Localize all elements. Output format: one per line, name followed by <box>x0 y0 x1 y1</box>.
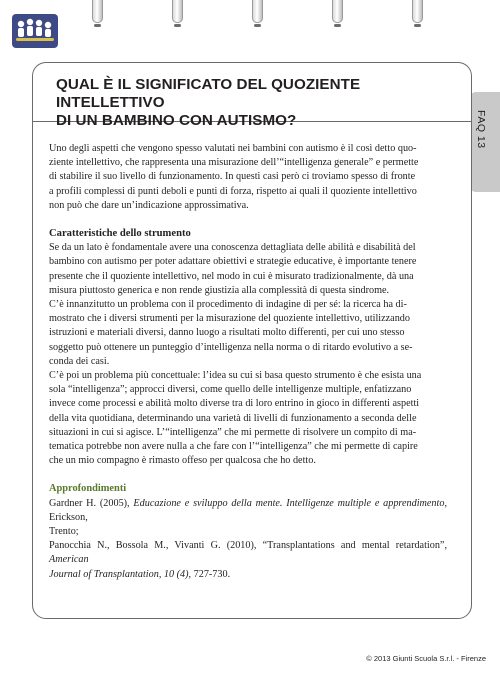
text-line: sola “intelligenza”; approcci diversi, come quello delle intelligenze multiple, enfatizzano <box>49 384 412 396</box>
title-line: DI UN BAMBINO CON AUTISMO? <box>56 112 297 129</box>
text-line: della vita quotidiana, determinando una varietà di livelli di funzionamento a seconda delle <box>49 412 417 424</box>
ref-text: , Erickson, <box>49 497 447 523</box>
binder-ring <box>252 0 263 23</box>
reference-line <box>49 525 447 539</box>
reference-item <box>49 539 447 582</box>
text-line: situazioni in cui si agisce. L’“intelligenza” che mi permette di risolvere un compito di ma- <box>49 426 417 438</box>
text-line: invece come processi e abilità molto diverse tra di loro entrino in gioco in differenti aspetti <box>49 398 420 410</box>
text-line: bambino con autismo per poter adattare obiettivi e strategie educative, è importante tenere <box>49 256 417 268</box>
ref-text: Gardner H. (2005), <box>49 497 134 509</box>
section-paragraph <box>49 241 447 468</box>
binder-ring <box>332 0 343 23</box>
reference-item <box>49 497 447 540</box>
section-heading: Caratteristiche dello strumento <box>49 228 191 240</box>
text-line: di stabilire il suo livello di funzionamento. In questi casi però ci troviamo spesso di fronte <box>49 171 416 183</box>
text-line: Se da un lato è fondamentale avere una conoscenza dettagliata delle abilità e disabilità del <box>49 242 416 254</box>
text-line: non può che dare un’indicazione approssimativa. <box>49 199 249 211</box>
faq-tab-label: FAQ 13 <box>475 110 487 149</box>
text-line: C’è innanzitutto un problema con il procedimento di indagine di per sé: la ricerca ha di- <box>49 299 407 311</box>
article-body <box>49 142 447 582</box>
faq-side-tab <box>470 92 500 192</box>
text-line: Uno degli aspetti che vengono spesso valutati nei bambini con autismo è il così detto quo- <box>49 143 417 154</box>
ref-text: Trento; <box>49 526 79 538</box>
text-line: misura piuttosto generica e non rende giustizia alla complessità di questa sindrome. <box>49 284 390 296</box>
children-group-logo-icon <box>12 14 58 48</box>
reference-line <box>49 539 447 567</box>
ref-title: American <box>49 554 89 566</box>
ref-title: Educazione e sviluppo della mente. Intelligenze multiple e apprendimento <box>133 497 445 509</box>
binder-ring <box>92 0 103 23</box>
binder-ring <box>412 0 423 23</box>
text-line: ziente intellettivo, che rappresenta una misurazione dell’“intelligenza generale” e permette <box>49 157 419 169</box>
text-line: soggetto può ottenere un punteggio d’intelligenza nella norma o di ritardo evolutivo a se- <box>49 341 413 353</box>
text-line: a profili complessi di punti deboli e punti di forza, rispetto ai quali il quoziente intellettivo <box>49 185 417 197</box>
text-line: mostrato che i diversi strumenti per la misurazione del quoziente intellettivo, utilizzando <box>49 313 410 325</box>
text-line: tematica potrebbe non avere nulla a che fare con l’“intelligenza” che mi permette di capire <box>49 441 418 453</box>
text-line: conda dei casi. <box>49 355 110 367</box>
text-line: C’è poi un problema più concettuale: l’idea su cui si basa questo strumento è che esista una <box>49 370 422 382</box>
text-line: istruzioni e materiali diversi, danno luogo a risultati molto differenti, per cui uno stesso <box>49 327 405 339</box>
copyright-footer: © 2013 Giunti Scuola S.r.l. - Firenze <box>366 654 486 663</box>
text-line: presente che il quoziente intellettivo, nel modo in cui è misurato tradizionalmente, dà una <box>49 270 414 282</box>
intro-paragraph <box>49 142 447 213</box>
text-line: che un mio compagno è rimasto offeso per qualcosa che ho detto. <box>49 455 316 467</box>
ref-title: Journal of Transplantation, 10 (4) <box>49 568 189 580</box>
ref-text: Panocchia N., Bossola M., Vivanti G. (2010), “Transplantations and mental retardation”, <box>49 540 447 552</box>
references-heading: Approfondimenti <box>49 483 127 495</box>
binder-ring <box>172 0 183 23</box>
title-line: QUAL È IL SIGNIFICATO DEL QUOZIENTE INTELLETTIVO <box>56 76 361 111</box>
title-bar <box>33 63 471 129</box>
page-title <box>56 76 456 130</box>
ref-text: , 727-730. <box>188 568 231 580</box>
reference-line <box>49 568 447 582</box>
reference-line <box>49 497 447 525</box>
